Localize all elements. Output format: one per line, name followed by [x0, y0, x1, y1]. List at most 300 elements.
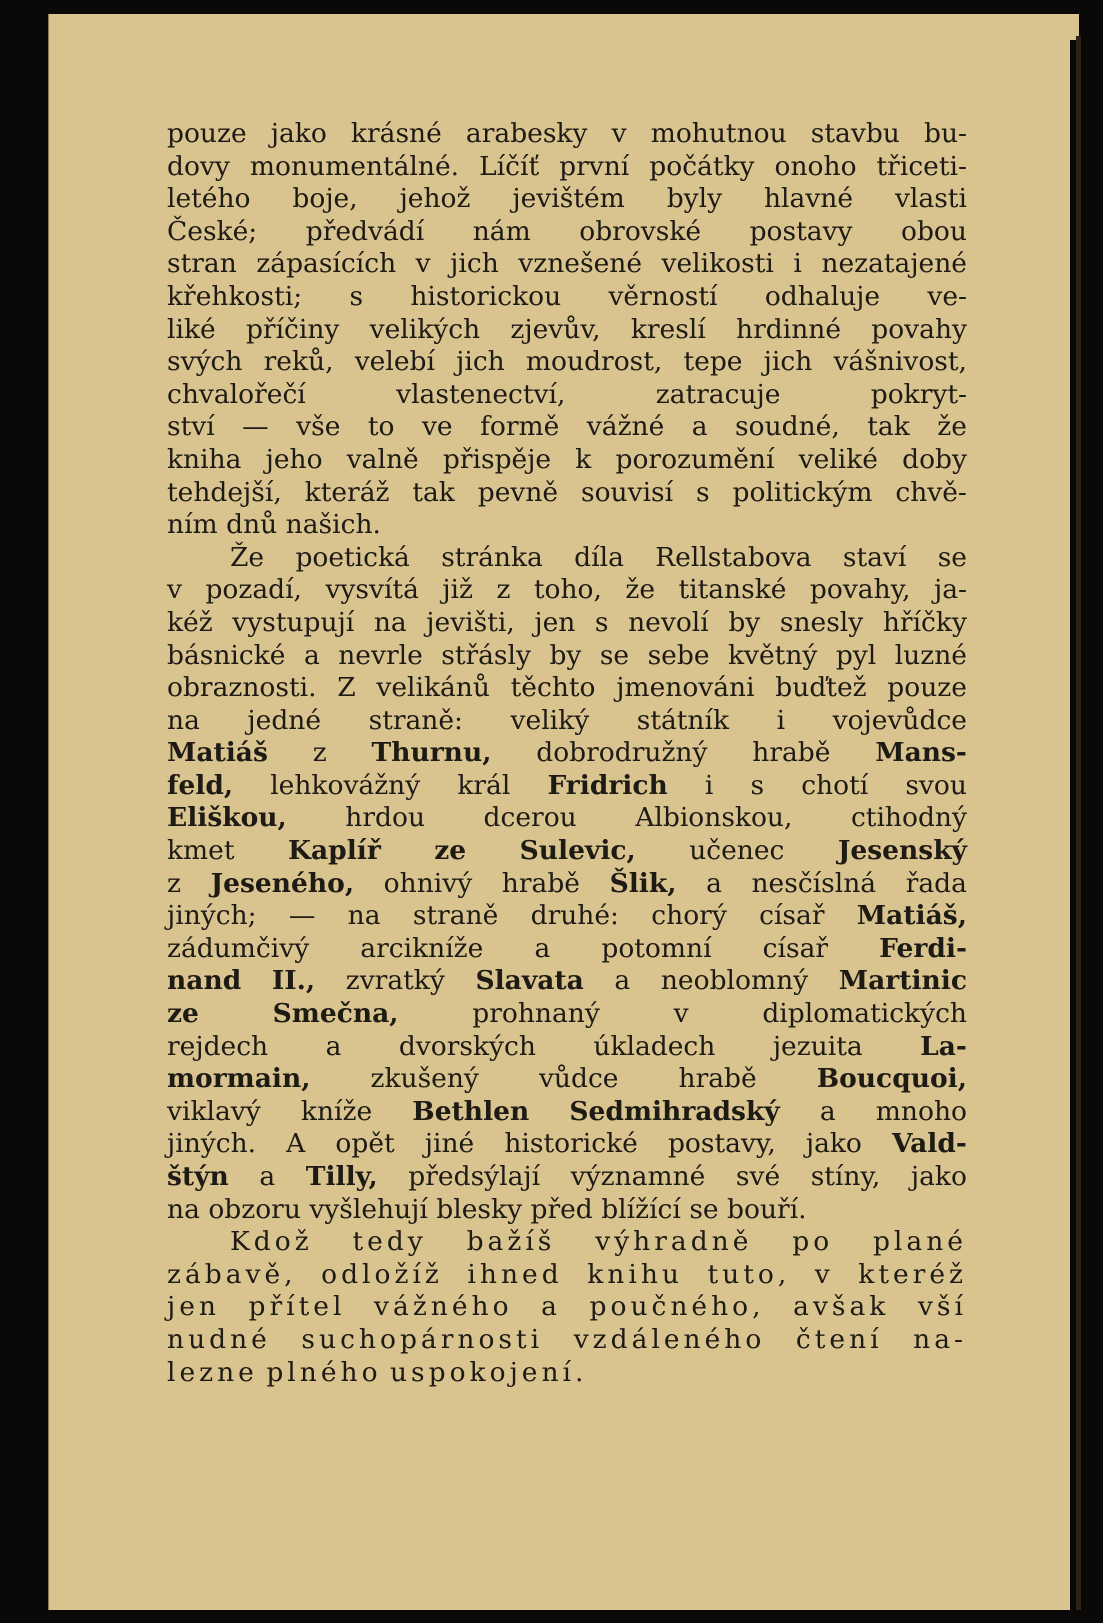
word: zkušený	[370, 1063, 479, 1095]
word: staví	[842, 541, 907, 573]
word: obraznosti.	[167, 672, 317, 704]
word: v	[415, 248, 431, 280]
word: jiné	[424, 1128, 475, 1160]
word: že	[937, 411, 967, 443]
word: stíny,	[810, 1161, 881, 1192]
word: vysvítá	[325, 574, 419, 606]
text-line	[167, 607, 967, 640]
word: díla	[574, 541, 624, 573]
word: jich	[456, 346, 505, 378]
word: z	[496, 574, 511, 606]
word: vlastenectví,	[396, 378, 566, 410]
word: Kaplíř	[287, 835, 381, 867]
word: Martinic	[838, 965, 967, 997]
word: jiných.	[167, 1128, 257, 1160]
word: krásné	[350, 118, 442, 149]
word: vystupují	[232, 606, 355, 638]
word: křehkosti;	[167, 280, 303, 312]
text-line	[167, 640, 967, 673]
word: obzoru	[208, 1193, 301, 1225]
word: vzdáleného	[573, 1323, 766, 1355]
word: veliké	[798, 443, 878, 475]
word: kmet	[167, 835, 235, 867]
dark-background-edge	[1070, 40, 1103, 1623]
word: La-	[920, 1030, 967, 1062]
word: Eliškou,	[167, 802, 287, 834]
word: ihned	[467, 1258, 563, 1290]
text-line	[167, 965, 967, 998]
word: ctihodný	[850, 802, 967, 834]
word: Bethlen	[412, 1095, 530, 1127]
text-line	[167, 477, 967, 510]
word: blížící	[601, 1193, 681, 1225]
word: Sedmihradský	[569, 1095, 780, 1127]
word: Ferdi-	[879, 932, 967, 964]
word: Jeseného,	[210, 867, 355, 899]
word: Mans-	[875, 737, 967, 769]
word: poučného,	[589, 1291, 765, 1323]
word: jich	[763, 346, 813, 378]
word: chvalořečí	[167, 378, 306, 410]
word: král	[457, 769, 511, 801]
word: těchto	[510, 672, 596, 704]
text-line	[167, 151, 967, 184]
word: štýn	[167, 1161, 229, 1192]
word: zjevův,	[510, 313, 601, 345]
text-line	[167, 379, 967, 412]
word: vážného	[374, 1291, 513, 1323]
word: kníže	[300, 1095, 373, 1127]
word: úkladech	[593, 1030, 716, 1062]
text-line	[167, 998, 967, 1031]
word: a	[325, 1030, 342, 1062]
word: blesky	[436, 1193, 523, 1225]
word: boje,	[292, 183, 358, 215]
word: v	[611, 118, 627, 149]
word: tedy	[352, 1226, 427, 1258]
word: dnů	[226, 509, 278, 541]
word: z	[167, 867, 181, 899]
word: Slavata	[475, 965, 584, 997]
text-line	[167, 509, 967, 542]
word: historické	[504, 1128, 638, 1160]
word: uspokojení.	[389, 1356, 588, 1388]
word: Rellstabova	[655, 541, 812, 573]
word: předsýlají	[408, 1161, 541, 1192]
word: —	[242, 411, 269, 443]
word: veliký	[510, 704, 590, 736]
text-line	[167, 346, 967, 379]
word: kniha	[167, 443, 242, 475]
word: plného	[266, 1356, 382, 1388]
word: i	[704, 769, 714, 801]
word: hrabě	[678, 1063, 757, 1095]
word: v	[167, 574, 182, 606]
word: souvisí	[580, 476, 674, 508]
word: ze	[167, 998, 199, 1030]
word: mohutnou	[650, 118, 787, 149]
word: Tilly,	[305, 1161, 378, 1192]
word: a	[819, 1095, 836, 1127]
word: a	[303, 639, 320, 671]
word: povahy,	[809, 574, 911, 606]
word: a	[259, 1161, 276, 1192]
word: lehkovážný	[270, 769, 421, 801]
word: pyl	[835, 639, 877, 671]
word: pouze	[167, 118, 247, 149]
paragraph-first-line	[167, 1226, 967, 1259]
word: neoblomný	[660, 965, 809, 997]
word: viklavý	[167, 1095, 261, 1127]
word: postavy	[749, 215, 853, 247]
word: ve	[421, 411, 453, 443]
text-line	[167, 1259, 967, 1292]
word: onoho	[774, 150, 857, 182]
word: by	[728, 606, 761, 638]
word: velikánů	[376, 672, 490, 704]
word: Kdož	[230, 1226, 313, 1258]
word: věrností	[608, 280, 718, 312]
word: své	[735, 1161, 781, 1192]
word: straně:	[368, 704, 463, 736]
word: jako	[910, 1161, 967, 1192]
word: první	[559, 150, 630, 182]
word: Fridrich	[547, 769, 668, 801]
word: hrabě	[752, 737, 831, 769]
word: pevně	[477, 476, 559, 508]
word: nesčíslná	[751, 867, 877, 899]
word: tuto,	[707, 1258, 791, 1290]
word: Albionskou,	[635, 802, 793, 834]
word: a	[541, 1291, 561, 1323]
word: luzné	[894, 639, 967, 671]
word: potomní	[601, 932, 712, 964]
word: s	[594, 606, 609, 638]
word: předvádí	[305, 215, 425, 247]
word: svou	[905, 769, 967, 801]
text-line	[167, 672, 967, 705]
word: Šlik,	[609, 867, 677, 899]
word: bažíš	[466, 1226, 556, 1258]
page-fold-shadow	[1076, 36, 1081, 1610]
word: našich.	[285, 509, 381, 541]
word: velikých	[369, 313, 481, 345]
word: diplomatických	[762, 998, 967, 1030]
word: že	[625, 574, 656, 606]
word: jen	[534, 606, 576, 638]
word: vší	[917, 1291, 967, 1323]
paragraph-first-line	[167, 542, 967, 575]
word: odložíž	[321, 1258, 443, 1290]
word: jevištém	[512, 183, 625, 215]
word: chvě-	[895, 476, 967, 508]
word: s	[349, 280, 364, 312]
word: pokryt-	[870, 378, 967, 410]
word: jich	[450, 248, 499, 280]
word: lezne	[167, 1356, 258, 1388]
word: jako	[270, 118, 327, 149]
word: jezuita	[772, 1030, 863, 1062]
word: jako	[805, 1128, 862, 1160]
word: kteráž	[304, 476, 390, 508]
word: mnoho	[875, 1095, 967, 1127]
word: hříčky	[882, 606, 967, 638]
word: i	[776, 704, 786, 736]
word: nám	[472, 215, 531, 247]
word: hrabě	[501, 867, 580, 899]
word: prohnaný	[472, 998, 600, 1030]
text-line	[167, 1357, 967, 1390]
word: řada	[905, 867, 967, 899]
word: jeho	[265, 443, 323, 475]
word: Smečna,	[272, 998, 399, 1030]
word: liké	[167, 313, 216, 345]
word: sebe	[647, 639, 710, 671]
word: toho,	[533, 574, 602, 606]
word: stránka	[441, 541, 543, 573]
word: opět	[335, 1128, 395, 1160]
word: zápasících	[256, 248, 397, 280]
word: hlavné	[763, 183, 854, 215]
word: a	[691, 411, 708, 443]
word: svých	[167, 346, 243, 378]
word: jiných;	[167, 900, 257, 932]
text-line	[167, 1063, 967, 1096]
word: povahy	[871, 313, 967, 345]
word: II.,	[271, 965, 316, 997]
word: zádumčivý	[167, 932, 310, 964]
word: Matiáš,	[856, 900, 967, 932]
word: z	[312, 737, 327, 769]
word: střásly	[441, 639, 531, 671]
word: ja-	[934, 574, 967, 606]
word: i	[793, 248, 802, 280]
word: vůdce	[538, 1063, 619, 1095]
word: avšak	[793, 1291, 890, 1323]
word: vše	[296, 411, 341, 443]
word: velebí	[354, 346, 435, 378]
word: jmenováni	[616, 672, 755, 704]
word: zvratký	[345, 965, 445, 997]
word: již	[442, 574, 473, 606]
word: příčiny	[245, 313, 340, 345]
word: Že	[230, 541, 265, 573]
word: jevišti,	[426, 606, 515, 638]
word: kteréž	[858, 1258, 967, 1290]
word: císař	[759, 900, 825, 932]
word: hrdou	[345, 802, 426, 834]
word: valně	[346, 443, 419, 475]
word: knihu	[587, 1258, 683, 1290]
word: nand	[167, 965, 242, 997]
word: na	[167, 1193, 200, 1225]
word: počátky	[649, 150, 755, 182]
word: moudrost,	[525, 346, 663, 378]
word: dovy	[167, 150, 230, 182]
word: chorý	[651, 900, 727, 932]
word: pouze	[887, 672, 967, 704]
word: Jesenský	[837, 835, 967, 867]
word: straně	[412, 900, 499, 932]
text-line	[167, 1096, 967, 1129]
word: velikosti	[661, 248, 774, 280]
word: soudné,	[735, 411, 840, 443]
word: plané	[872, 1226, 967, 1258]
text-line	[167, 444, 967, 477]
word: kéž	[167, 606, 213, 638]
text-line	[167, 1031, 967, 1064]
text-line	[167, 248, 967, 281]
word: porozumění	[615, 443, 775, 475]
word: A	[286, 1128, 306, 1160]
word: výhradně	[595, 1226, 753, 1258]
word: nevrle	[338, 639, 423, 671]
word: přispěje	[442, 443, 552, 475]
word: by	[549, 639, 582, 671]
word: Vald-	[892, 1128, 967, 1160]
text-line	[167, 835, 967, 868]
word: buďtež	[775, 672, 867, 704]
word: v	[673, 998, 689, 1030]
word: dcerou	[483, 802, 577, 834]
word: arabesky	[465, 118, 588, 149]
word: po	[792, 1226, 834, 1258]
word: snesly	[779, 606, 864, 638]
word: obrovské	[579, 215, 702, 247]
word: jehož	[399, 183, 471, 215]
word: postavy,	[667, 1128, 776, 1160]
word: se	[689, 1193, 719, 1225]
word: Líčíť	[479, 150, 540, 182]
word: stavbu	[810, 118, 900, 149]
word: —	[288, 900, 316, 932]
word: třiceti-	[876, 150, 967, 182]
word: ohnivý	[383, 867, 473, 899]
word: na-	[913, 1323, 967, 1355]
word: feld,	[167, 769, 234, 801]
word: Z	[337, 672, 356, 704]
word: tak	[412, 476, 455, 508]
word: politickým	[732, 476, 873, 508]
word: chotí	[801, 769, 869, 801]
text-line	[167, 933, 967, 966]
text-line	[167, 314, 967, 347]
word: vyšlehují	[309, 1193, 428, 1225]
word: historickou	[410, 280, 562, 312]
word: Sulevic,	[519, 835, 636, 867]
word: zatracuje	[655, 378, 781, 410]
word: titanské	[678, 574, 787, 606]
word: pozadí,	[205, 574, 302, 606]
text-line	[167, 574, 967, 607]
word: nudné	[167, 1323, 271, 1355]
word: obou	[901, 215, 967, 247]
word: se	[599, 639, 630, 671]
word: reků,	[263, 346, 334, 378]
page-text	[167, 118, 967, 1389]
word: monumentálné.	[249, 150, 460, 182]
word: s	[696, 476, 710, 508]
text-line	[167, 770, 967, 803]
text-line	[167, 1194, 967, 1227]
word: mormain,	[167, 1063, 311, 1095]
word: se	[937, 541, 967, 573]
word: zábavě,	[167, 1258, 297, 1290]
text-line	[167, 118, 967, 151]
word: a	[706, 867, 722, 899]
word: jen	[167, 1291, 220, 1323]
word: tepe	[683, 346, 743, 378]
text-line	[167, 737, 967, 770]
text-line	[167, 802, 967, 835]
text-line	[167, 411, 967, 444]
word: hrdinné	[736, 313, 842, 345]
word: stran	[167, 248, 237, 280]
text-line	[167, 183, 967, 216]
word: odhaluje	[764, 280, 881, 312]
word: v	[814, 1258, 834, 1290]
word: ze	[434, 835, 467, 867]
word: formě	[480, 411, 560, 443]
text-line	[167, 1161, 967, 1194]
word: ním	[167, 509, 218, 541]
word: vážné	[586, 411, 665, 443]
word: vlasti	[894, 183, 967, 215]
word: suchopárnosti	[301, 1323, 544, 1355]
word: doby	[902, 443, 967, 475]
word: ve-	[927, 280, 967, 312]
word: letého	[167, 183, 251, 215]
word: přítel	[248, 1291, 346, 1323]
word: tak	[867, 411, 910, 443]
word: bu-	[923, 118, 967, 149]
text-line	[167, 900, 967, 933]
word: nezatajené	[821, 248, 967, 280]
text-line	[167, 281, 967, 314]
word: na	[347, 900, 381, 932]
word: byly	[666, 183, 723, 215]
word: tehdejší,	[167, 476, 282, 508]
word: vášnivost,	[833, 346, 967, 378]
text-line	[167, 868, 967, 901]
word: jedné	[247, 704, 322, 736]
text-line	[167, 1324, 967, 1357]
word: Thurnu,	[371, 737, 492, 769]
word: významné	[570, 1161, 706, 1192]
word: na	[167, 704, 200, 736]
word: čtení	[795, 1323, 883, 1355]
word: dobrodružný	[536, 737, 708, 769]
text-line	[167, 1291, 967, 1324]
word: básnické	[167, 639, 286, 671]
word: vojevůdce	[832, 704, 967, 736]
text-line	[167, 705, 967, 738]
word: dvorských	[398, 1030, 536, 1062]
word: s	[750, 769, 765, 801]
word: Boucquoi,	[816, 1063, 967, 1095]
text-line	[167, 216, 967, 249]
word: bouří.	[727, 1193, 807, 1225]
text-line	[167, 1128, 967, 1161]
word: druhé:	[530, 900, 619, 932]
word: rejdech	[167, 1030, 269, 1062]
word: na	[373, 606, 407, 638]
word: vznešené	[518, 248, 642, 280]
word: a	[614, 965, 631, 997]
word: ství	[167, 411, 215, 443]
word: Matiáš	[167, 737, 268, 769]
word: květný	[727, 639, 818, 671]
